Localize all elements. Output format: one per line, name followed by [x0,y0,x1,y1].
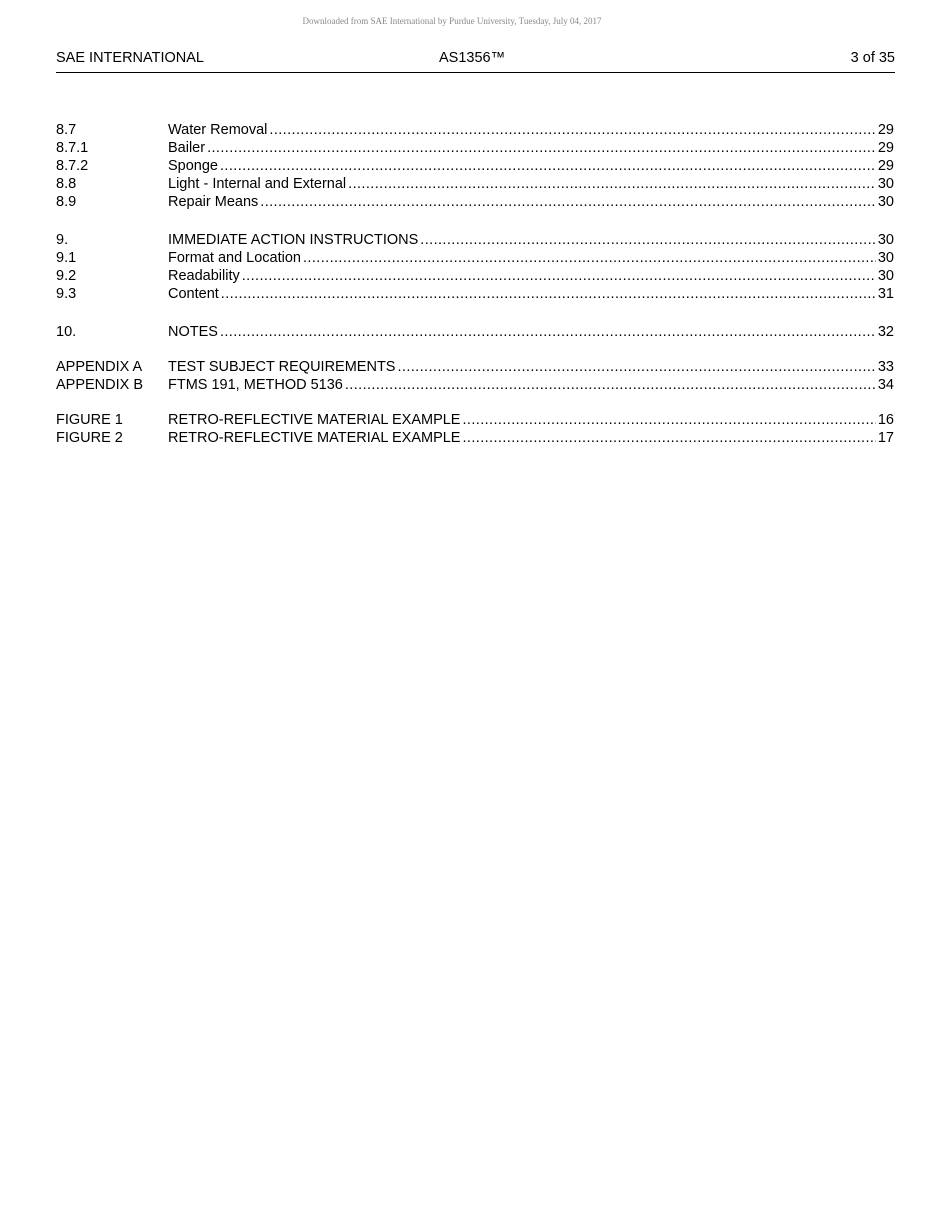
toc-number: 8.9 [56,194,77,210]
toc-row[interactable] [56,193,894,211]
toc-leader [260,193,876,211]
toc-number: 8.7 [56,122,77,138]
toc-row[interactable] [56,358,894,376]
toc-page: 30 [877,268,894,284]
header-organization: SAE INTERNATIONAL [56,50,204,66]
toc-row[interactable] [56,249,894,267]
toc-title: Format and Location [168,250,301,266]
toc-page: 30 [877,176,894,192]
toc-number: 8.8 [56,176,77,192]
toc-title: TEST SUBJECT REQUIREMENTS [168,359,396,375]
table-of-contents [56,121,894,467]
toc-group-8 [56,121,894,211]
toc-page: 16 [877,412,894,428]
toc-page: 34 [877,377,894,393]
toc-row[interactable] [56,121,894,139]
header-document-number: AS1356™ [439,50,506,66]
toc-page: 33 [877,359,894,375]
toc-page: 29 [877,158,894,174]
toc-page: 31 [877,286,894,302]
toc-title: RETRO-REFLECTIVE MATERIAL EXAMPLE [168,430,461,446]
toc-group-10 [56,323,894,341]
toc-row[interactable] [56,139,894,157]
toc-leader [462,429,875,447]
toc-group-appendices [56,358,894,394]
toc-number: 8.7.1 [56,140,89,156]
toc-row[interactable] [56,231,894,249]
toc-number: APPENDIX A [56,359,143,375]
toc-page: 29 [877,140,894,156]
toc-leader [348,175,876,193]
toc-title: IMMEDIATE ACTION INSTRUCTIONS [168,232,419,248]
toc-leader [420,231,876,249]
toc-number: 9.2 [56,268,77,284]
toc-number: FIGURE 1 [56,412,123,428]
toc-title: RETRO-REFLECTIVE MATERIAL EXAMPLE [168,412,461,428]
toc-number: FIGURE 2 [56,430,123,446]
toc-row[interactable] [56,323,894,341]
toc-title: Bailer [168,140,206,156]
toc-leader [462,411,875,429]
toc-page: 32 [877,324,894,340]
toc-group-figures [56,411,894,447]
toc-leader [242,267,876,285]
toc-page: 29 [877,122,894,138]
toc-leader [221,285,876,303]
toc-title: Water Removal [168,122,268,138]
toc-page: 30 [877,194,894,210]
toc-title: Content [168,286,219,302]
toc-page: 17 [877,430,894,446]
header-page-number: 3 of 35 [850,50,895,66]
toc-number: APPENDIX B [56,377,144,393]
toc-number: 9.1 [56,250,77,266]
toc-leader [397,358,875,376]
toc-row[interactable] [56,157,894,175]
page-header [56,50,895,73]
toc-leader [220,157,876,175]
toc-title: FTMS 191, METHOD 5136 [168,377,343,393]
toc-leader [303,249,876,267]
toc-title: NOTES [168,324,218,340]
toc-title: Sponge [168,158,218,174]
toc-number: 8.7.2 [56,158,89,174]
toc-number: 9.3 [56,286,77,302]
toc-leader [345,376,876,394]
toc-number: 9. [56,232,69,248]
toc-row[interactable] [56,267,894,285]
toc-group-9 [56,231,894,303]
download-watermark: Downloaded from SAE International by Purdue University, Tuesday, July 04, 2017 [302,16,602,26]
toc-leader [269,121,875,139]
toc-leader [220,323,876,341]
toc-number: 10. [56,324,77,340]
toc-row[interactable] [56,429,894,447]
toc-row[interactable] [56,285,894,303]
toc-row[interactable] [56,175,894,193]
toc-row[interactable] [56,411,894,429]
toc-title: Repair Means [168,194,259,210]
toc-page: 30 [877,250,894,266]
toc-title: Readability [168,268,240,284]
toc-title: Light - Internal and External [168,176,347,192]
toc-row[interactable] [56,376,894,394]
toc-leader [207,139,876,157]
toc-page: 30 [877,232,894,248]
